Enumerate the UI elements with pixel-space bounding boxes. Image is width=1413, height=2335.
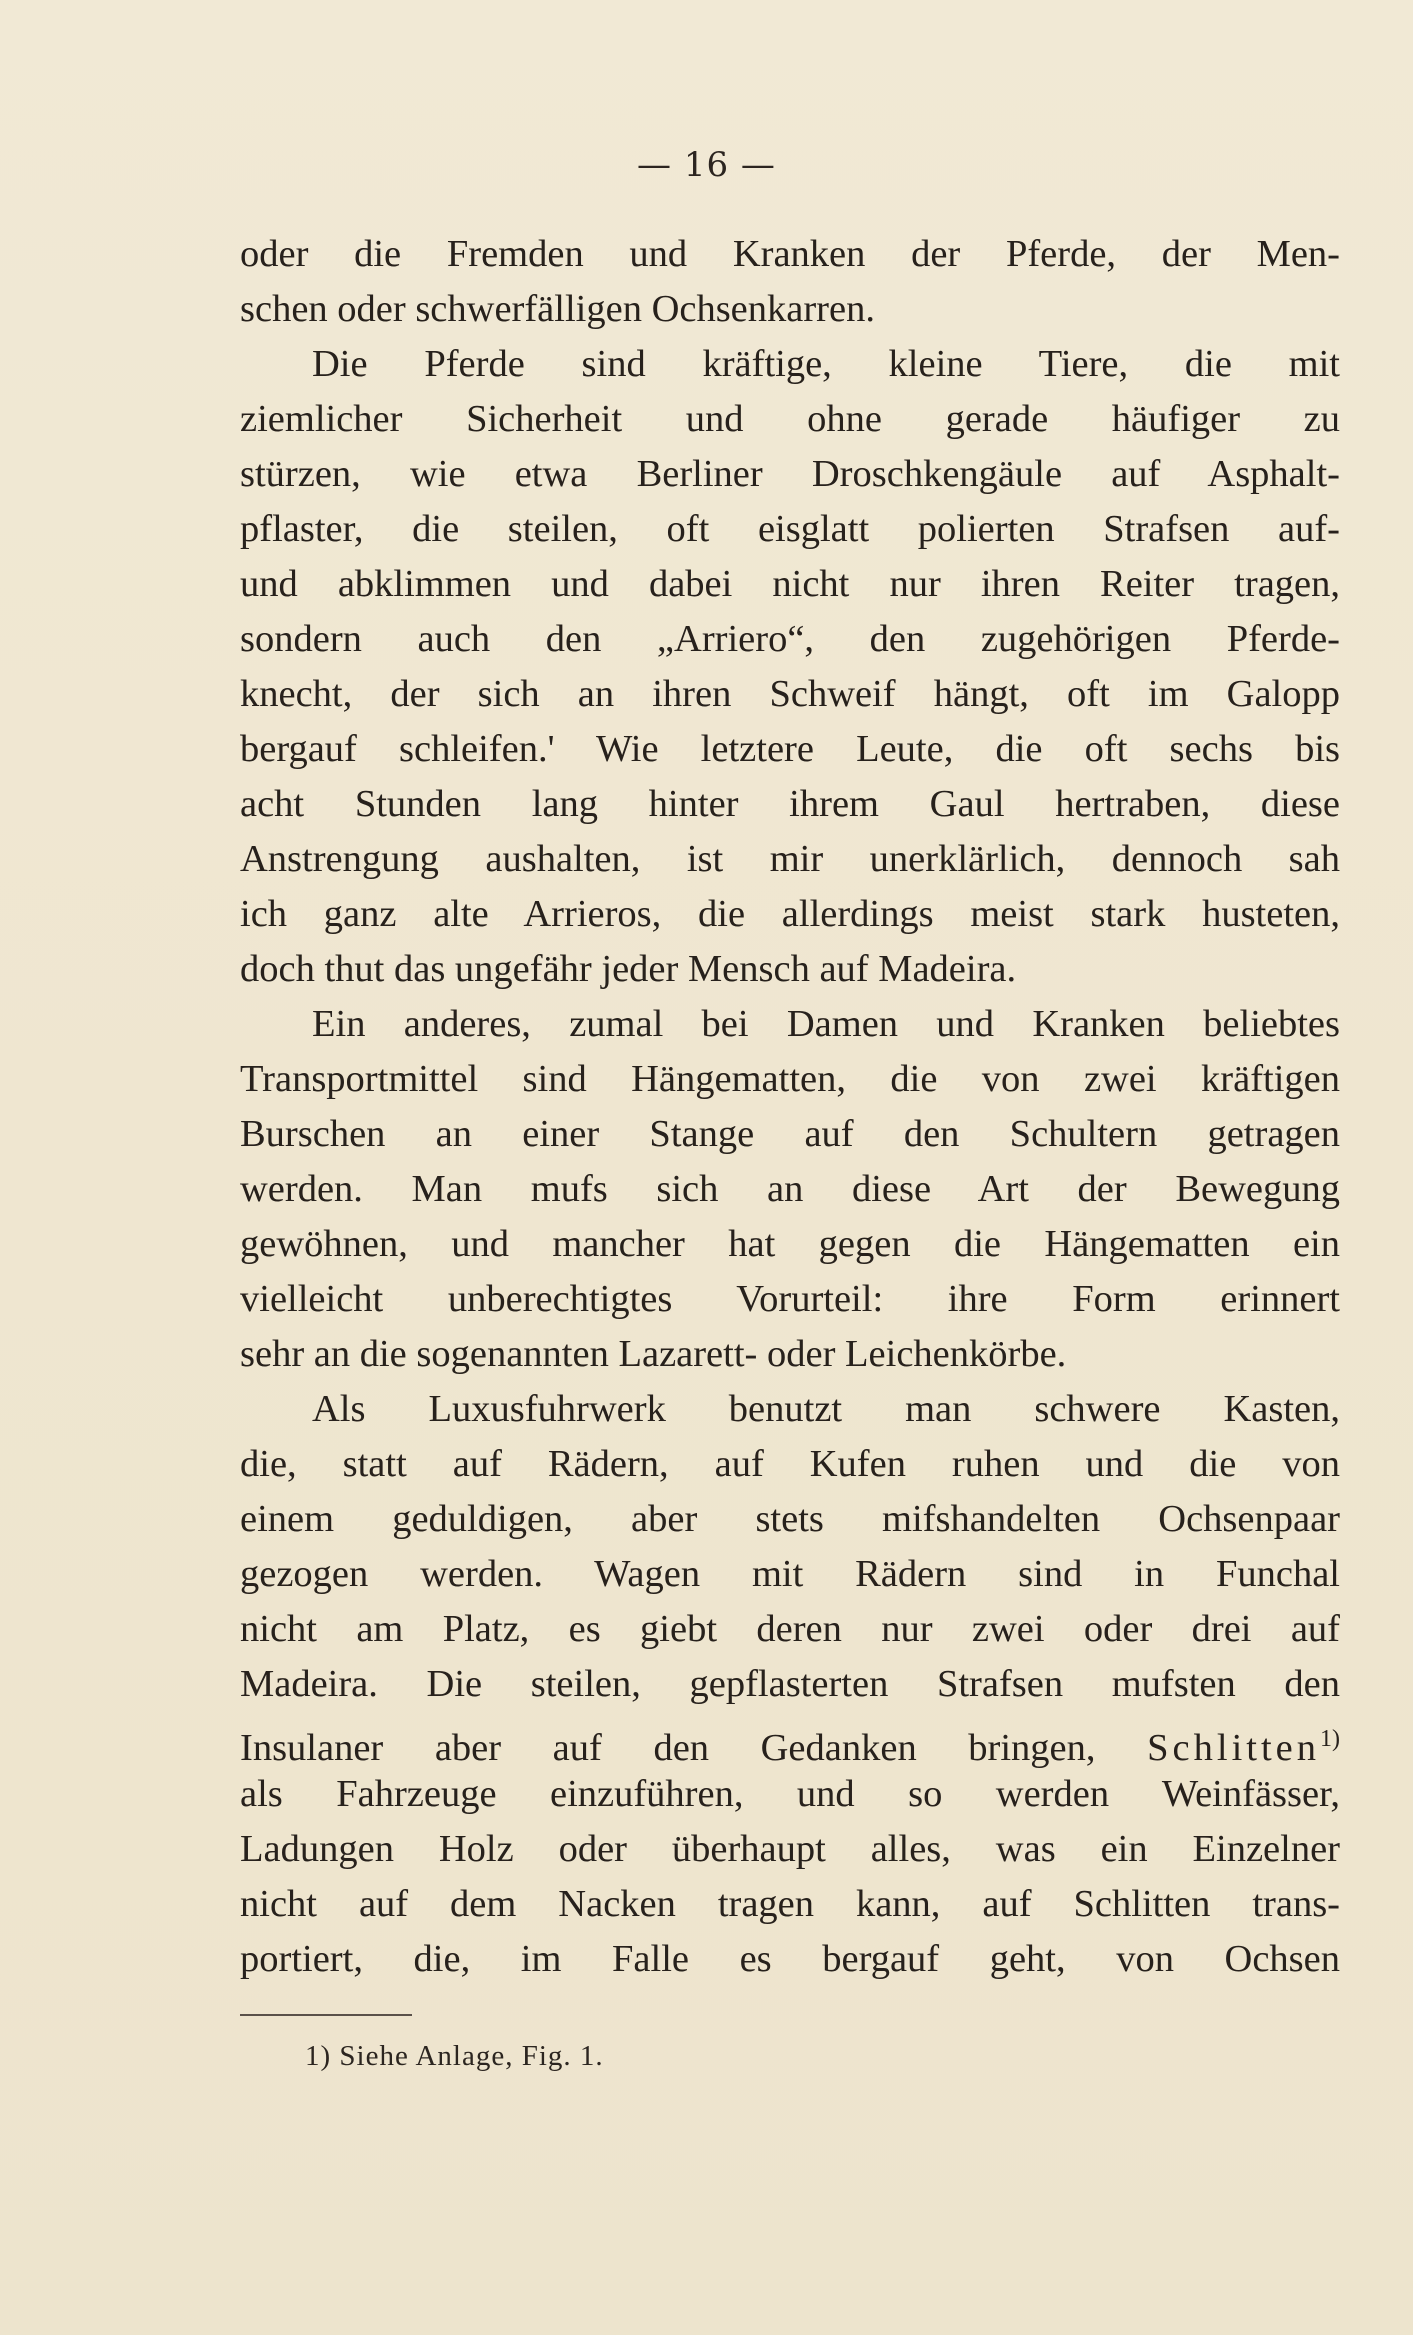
text-line: portiert, die, im Falle es bergauf geht, von Ochsen xyxy=(240,1938,1340,1980)
text-line: vielleicht unberechtigtes Vorurteil: ihre Form erinnert xyxy=(240,1278,1340,1320)
text-line: gewöhnen, und mancher hat gegen die Hängematten ein xyxy=(240,1223,1340,1265)
text-line: acht Stunden lang hinter ihrem Gaul hertraben, diese xyxy=(240,783,1340,825)
footnote: 1) Siehe Anlage, Fig. 1. xyxy=(305,2040,604,2072)
text-segment: Insulaner aber auf den Gedanken bringen, xyxy=(240,1726,1096,1769)
text-line: doch thut das ungefähr jeder Mensch auf Madeira. xyxy=(240,948,1017,990)
text-line: bergauf schleifen.' Wie letztere Leute, die oft sechs bis xyxy=(240,728,1340,770)
text-line: nicht auf dem Nacken tragen kann, auf Schlitten trans- xyxy=(240,1883,1340,1925)
page-number: — 16 — xyxy=(637,145,776,185)
text-line: Anstrengung aushalten, ist mir unerklärlich, dennoch sah xyxy=(240,838,1340,880)
text-line: Die Pferde sind kräftige, kleine Tiere, die mit xyxy=(312,343,1340,385)
text-line: knecht, der sich an ihren Schweif hängt, oft im Galopp xyxy=(240,673,1340,715)
text-line: und abklimmen und dabei nicht nur ihren Reiter tragen, xyxy=(240,563,1340,605)
text-line-with-footnote xyxy=(240,1712,1340,1767)
text-line: sondern auch den „Arriero“, den zugehörigen Pferde- xyxy=(240,618,1340,660)
text-line: schen oder schwerfälligen Ochsenkarren. xyxy=(240,288,875,330)
footnote-divider xyxy=(240,2014,412,2016)
text-line: werden. Man mufs sich an diese Art der Bewegung xyxy=(240,1168,1340,1210)
text-line: stürzen, wie etwa Berliner Droschkengäule auf Asphalt- xyxy=(240,453,1340,495)
text-line: ich ganz alte Arrieros, die allerdings meist stark husteten, xyxy=(240,893,1340,935)
footnote-marker: 1) xyxy=(1320,1726,1341,1752)
text-line: einem geduldigen, aber stets mifshandelten Ochsenpaar xyxy=(240,1498,1340,1540)
text-line: sehr an die sogenannten Lazarett- oder Leichenkörbe. xyxy=(240,1333,1067,1375)
text-line: Ladungen Holz oder überhaupt alles, was ein Einzelner xyxy=(240,1828,1340,1870)
text-line: ziemlicher Sicherheit und ohne gerade häufiger zu xyxy=(240,398,1340,440)
text-line: Als Luxusfuhrwerk benutzt man schwere Kasten, xyxy=(312,1388,1340,1430)
spaced-word: Schlitten xyxy=(1147,1726,1321,1769)
text-line: Ein anderes, zumal bei Damen und Kranken beliebtes xyxy=(312,1003,1340,1045)
text-line: oder die Fremden und Kranken der Pferde, der Men- xyxy=(240,233,1340,275)
body-text xyxy=(240,227,1340,1987)
text-line: gezogen werden. Wagen mit Rädern sind in Funchal xyxy=(240,1553,1340,1595)
text-line: nicht am Platz, es giebt deren nur zwei oder drei auf xyxy=(240,1608,1340,1650)
text-line: die, statt auf Rädern, auf Kufen ruhen und die von xyxy=(240,1443,1340,1485)
text-line: als Fahrzeuge einzuführen, und so werden Weinfässer, xyxy=(240,1773,1340,1815)
text-line: Transportmittel sind Hängematten, die von zwei kräftigen xyxy=(240,1058,1340,1100)
text-line: pflaster, die steilen, oft eisglatt polierten Strafsen auf- xyxy=(240,508,1340,550)
text-line: Madeira. Die steilen, gepflasterten Strafsen mufsten den xyxy=(240,1663,1340,1705)
text-line: Burschen an einer Stange auf den Schultern getragen xyxy=(240,1113,1340,1155)
